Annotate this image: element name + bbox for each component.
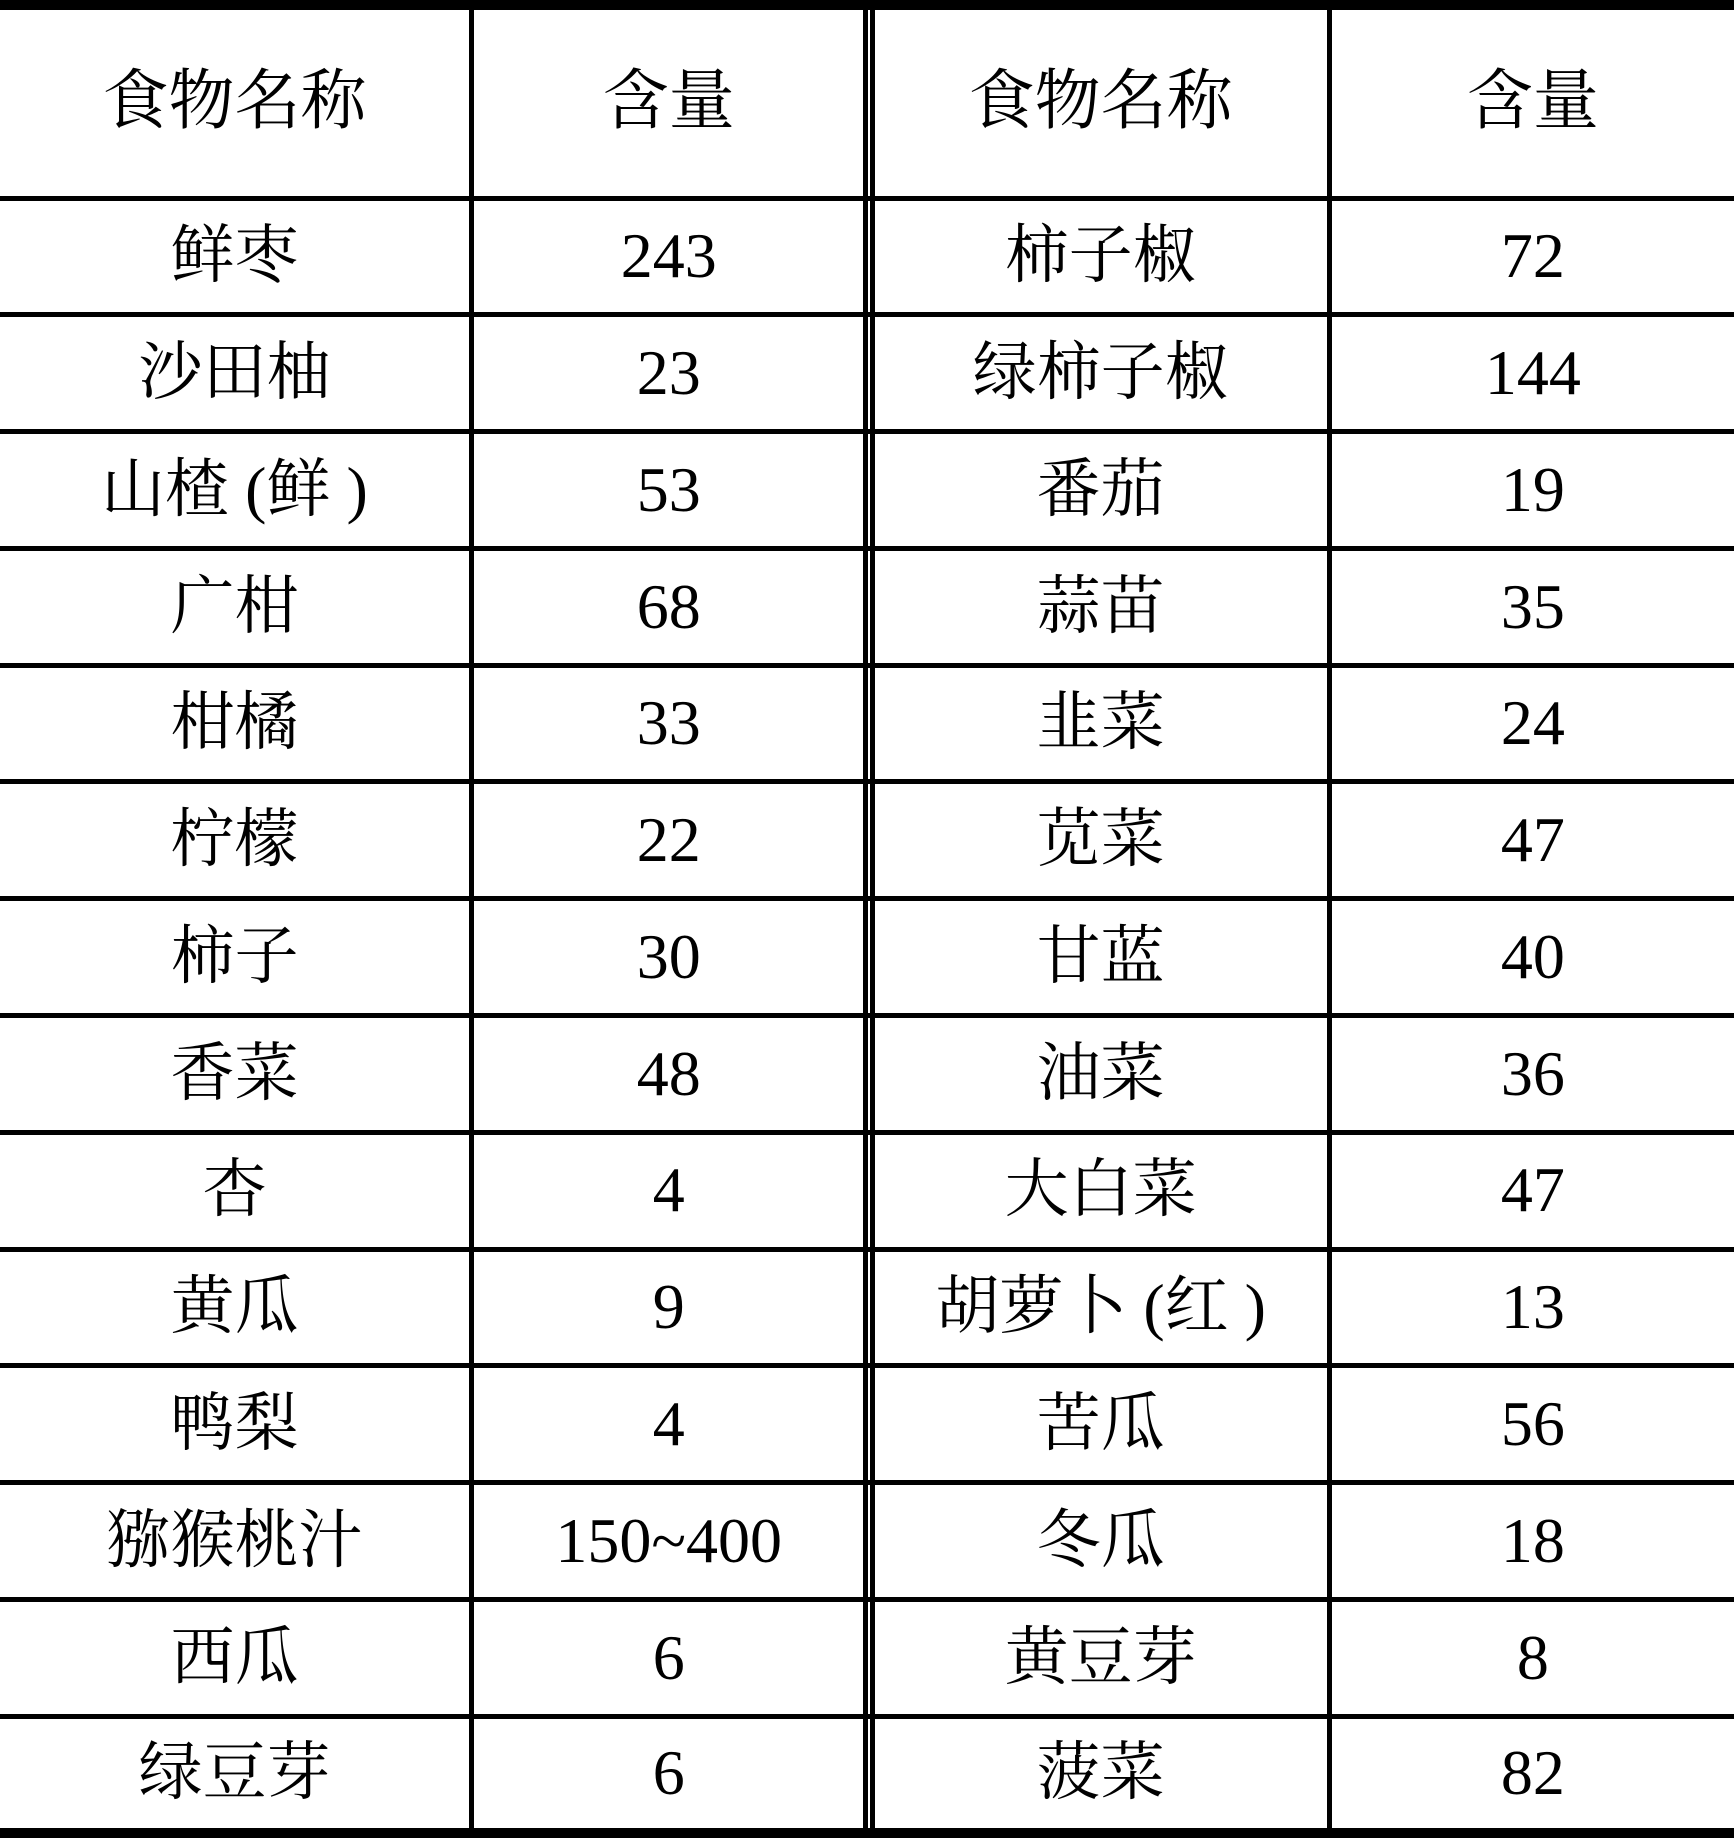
content-value-cell: 53: [471, 432, 866, 549]
content-value-cell: 82: [1329, 1716, 1734, 1833]
content-value-cell: 243: [471, 198, 866, 315]
food-name-cell: 黄豆芽: [872, 1599, 1329, 1716]
food-name-cell: 胡萝卜 (红 ): [872, 1249, 1329, 1366]
food-name-cell: 菠菜: [872, 1716, 1329, 1833]
table-row: [0, 315, 1734, 432]
content-value-cell: 13: [1329, 1249, 1734, 1366]
content-value-cell: 24: [1329, 665, 1734, 782]
food-name-cell: 柑橘: [0, 665, 471, 782]
food-name-cell: 柠檬: [0, 782, 471, 899]
content-value-cell: 19: [1329, 432, 1734, 549]
food-name-cell: 韭菜: [872, 665, 1329, 782]
content-value-cell: 6: [471, 1716, 866, 1833]
food-name-cell: 柿子: [0, 899, 471, 1016]
table-row: [0, 1366, 1734, 1483]
content-value-cell: 4: [471, 1132, 866, 1249]
content-value-cell: 18: [1329, 1483, 1734, 1600]
column-header-food-name-right: 食物名称: [872, 5, 1329, 198]
table-header: [0, 5, 1734, 198]
content-value-cell: 56: [1329, 1366, 1734, 1483]
table-row: [0, 1015, 1734, 1132]
table-row: [0, 1249, 1734, 1366]
content-value-cell: 6: [471, 1599, 866, 1716]
content-value-cell: 150~400: [471, 1483, 866, 1600]
food-name-cell: 苋菜: [872, 782, 1329, 899]
content-value-cell: 72: [1329, 198, 1734, 315]
food-name-cell: 黄瓜: [0, 1249, 471, 1366]
food-name-cell: 山楂 (鲜 ): [0, 432, 471, 549]
food-name-cell: 甘蓝: [872, 899, 1329, 1016]
content-value-cell: 23: [471, 315, 866, 432]
table-row: [0, 1483, 1734, 1600]
food-name-cell: 猕猴桃汁: [0, 1483, 471, 1600]
table-row: [0, 1716, 1734, 1833]
table-row: [0, 665, 1734, 782]
food-name-cell: 番茄: [872, 432, 1329, 549]
content-value-cell: 144: [1329, 315, 1734, 432]
food-name-cell: 大白菜: [872, 1132, 1329, 1249]
food-name-cell: 柿子椒: [872, 198, 1329, 315]
table-row: [0, 198, 1734, 315]
food-name-cell: 香菜: [0, 1015, 471, 1132]
content-value-cell: 9: [471, 1249, 866, 1366]
content-value-cell: 35: [1329, 548, 1734, 665]
content-value-cell: 33: [471, 665, 866, 782]
table-row: [0, 1132, 1734, 1249]
table-row: [0, 899, 1734, 1016]
food-name-cell: 西瓜: [0, 1599, 471, 1716]
content-value-cell: 36: [1329, 1015, 1734, 1132]
table-row: [0, 432, 1734, 549]
content-value-cell: 22: [471, 782, 866, 899]
food-name-cell: 广柑: [0, 548, 471, 665]
content-value-cell: 47: [1329, 1132, 1734, 1249]
food-name-cell: 杏: [0, 1132, 471, 1249]
table-row: [0, 1599, 1734, 1716]
food-name-cell: 苦瓜: [872, 1366, 1329, 1483]
column-header-content-left: 含量: [602, 65, 735, 139]
content-value-cell: 40: [1329, 899, 1734, 1016]
food-name-cell: 绿柿子椒: [872, 315, 1329, 432]
header-row: [0, 5, 1734, 198]
food-name-cell: 绿豆芽: [0, 1716, 471, 1833]
table-row: [0, 548, 1734, 665]
table-body: [0, 198, 1734, 1833]
table-row: [0, 782, 1734, 899]
content-value-cell: 48: [471, 1015, 866, 1132]
content-value-cell: 47: [1329, 782, 1734, 899]
content-value-cell: 4: [471, 1366, 866, 1483]
column-header-food-name-left: 食物名称: [0, 5, 471, 198]
food-name-cell: 蒜苗: [872, 548, 1329, 665]
content-value-cell: 8: [1329, 1599, 1734, 1716]
food-name-cell: 油菜: [872, 1015, 1329, 1132]
food-name-cell: 鸭梨: [0, 1366, 471, 1483]
column-header-content-right: 含量: [1466, 65, 1599, 139]
food-name-cell: 沙田柚: [0, 315, 471, 432]
content-value-cell: 68: [471, 548, 866, 665]
food-name-cell: 鲜枣: [0, 198, 471, 315]
food-name-cell: 冬瓜: [872, 1483, 1329, 1600]
content-value-cell: 30: [471, 899, 866, 1016]
